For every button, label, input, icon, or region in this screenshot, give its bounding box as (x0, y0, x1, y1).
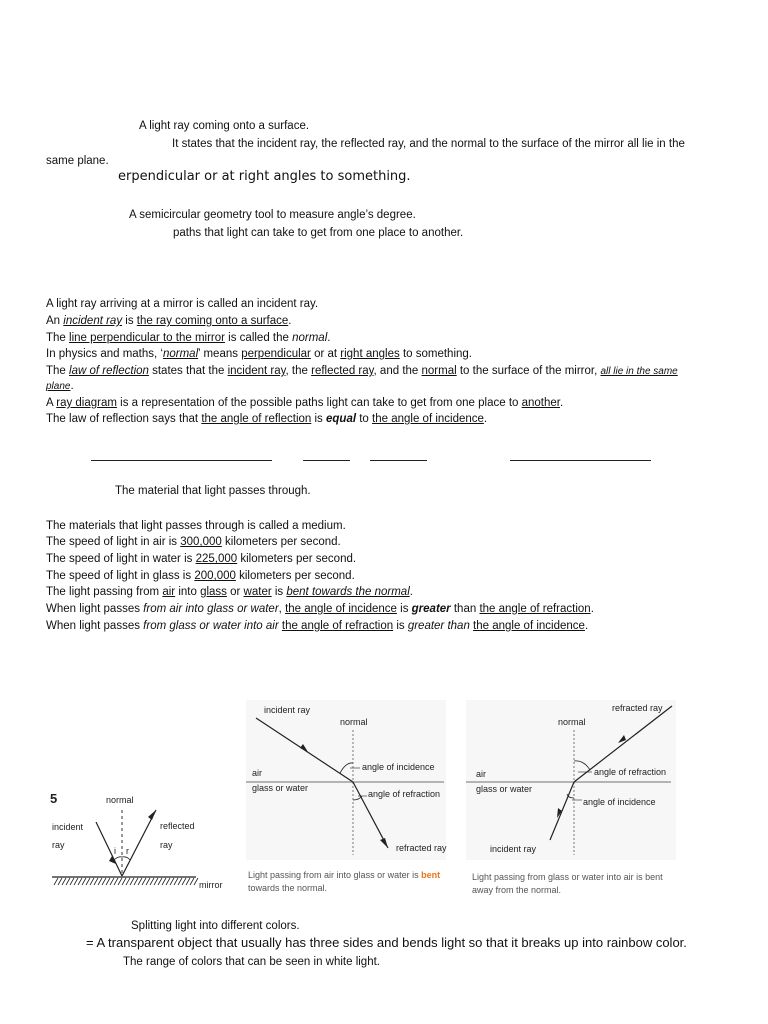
hatch-mark (166, 878, 170, 885)
caption-line-2: away from the normal. (472, 885, 562, 895)
notes1-line2: An incident ray is the ray coming onto a surface. (46, 315, 292, 327)
label-air: air (476, 769, 487, 779)
label-glass: glass or water (252, 783, 309, 793)
label-i: i (114, 846, 116, 856)
hatch-mark (62, 878, 66, 885)
label-r: r (126, 846, 129, 856)
hatch-mark (142, 878, 146, 885)
diagram-number: 5 (50, 791, 58, 806)
hatch-mark (174, 878, 178, 885)
angle-i-arc (114, 857, 122, 860)
hatch-mark (106, 878, 110, 885)
notes1-line5-cont: plane. (46, 380, 74, 392)
label-incident-ray: incident ray (490, 844, 537, 854)
hatch-mark (134, 878, 138, 885)
def-prism: = A transparent object that usually has three sides and bends light so that it breaks up into rainbow color. (86, 935, 687, 950)
hatch-mark (190, 878, 194, 885)
refraction-diagram-air-to-glass (246, 700, 451, 898)
mirror-hatching (54, 878, 198, 885)
hatch-mark (182, 878, 186, 885)
blank-line-4[interactable] (510, 460, 651, 461)
blank-line-2[interactable] (303, 460, 350, 461)
hatch-mark (122, 878, 126, 885)
label-glass: glass or water (476, 784, 533, 794)
label-incident-1: incident (52, 822, 84, 832)
hatch-mark (70, 878, 74, 885)
hatch-mark (138, 878, 142, 885)
hatch-mark (98, 878, 102, 885)
notes2-line3: The speed of light in water is 225,000 kilometers per second. (46, 553, 357, 565)
notes1-line1: A light ray arriving at a mirror is called an incident ray. (46, 298, 319, 310)
notes2-line4: The speed of light in glass is 200,000 kilometers per second. (46, 570, 355, 582)
label-reflected-2: ray (160, 840, 173, 850)
hatch-mark (126, 878, 130, 885)
label-mirror: mirror (199, 880, 223, 890)
notes1-line3: The line perpendicular to the mirror is called the normal. (46, 332, 331, 344)
hatch-mark (66, 878, 70, 885)
notes1-line7: The law of reflection says that the angle of reflection is equal to the angle of incidence. (46, 413, 488, 425)
notes2-line6: When light passes from air into glass or water, the angle of incidence is greater than the angle of refraction. (46, 603, 594, 615)
notes1-line4: In physics and maths, ‘normal’ means perpendicular or at right angles to something. (46, 348, 472, 360)
hatch-mark (110, 878, 114, 885)
notes2-line5: The light passing from air into glass or water is bent towards the normal. (46, 586, 413, 598)
hatch-mark (150, 878, 154, 885)
incident-ray-line (96, 822, 122, 876)
hatch-mark (154, 878, 158, 885)
def-protractor: A semicircular geometry tool to measure angle’s degree. (129, 209, 416, 221)
caption-line-1: Light passing from glass or water into air is bent (472, 872, 663, 882)
label-angle-refraction: angle of refraction (368, 789, 441, 799)
notes2-line7: When light passes from glass or water into air the angle of refraction is greater than the angle of incidence. (46, 620, 589, 632)
label-refracted-ray: refracted ray (396, 843, 447, 853)
caption-line-2: towards the normal. (248, 883, 328, 893)
hatch-mark (170, 878, 174, 885)
refraction-diagram-glass-to-air (466, 700, 681, 898)
label-normal: normal (340, 717, 368, 727)
reflected-ray-line (122, 810, 156, 876)
hatch-mark (86, 878, 90, 885)
hatch-mark (94, 878, 98, 885)
notes1-line5: The law of reflection states that the incident ray, the reflected ray, and the normal to the surface of the mirror, all lie in the same (46, 365, 678, 377)
hatch-mark (194, 878, 198, 885)
hatch-mark (54, 878, 58, 885)
label-incident-2: ray (52, 840, 65, 850)
notes2-line2: The speed of light in air is 300,000 kilometers per second. (46, 536, 341, 548)
hatch-mark (158, 878, 162, 885)
caption-line-1: Light passing from air into glass or water is bent (248, 870, 441, 880)
def-medium: The material that light passes through. (115, 485, 311, 497)
notes1-line6: A ray diagram is a representation of the possible paths light can take to get from one place to another. (46, 397, 564, 409)
label-reflected-1: reflected (160, 821, 195, 831)
blank-line-1[interactable] (91, 460, 272, 461)
hatch-mark (74, 878, 78, 885)
blank-line-3[interactable] (370, 460, 427, 461)
hatch-mark (58, 878, 62, 885)
reflection-diagram (44, 782, 234, 894)
notes2-line1: The materials that light passes through is called a medium. (46, 520, 346, 532)
hatch-mark (118, 878, 122, 885)
reflected-arrow (148, 810, 156, 820)
hatch-mark (90, 878, 94, 885)
label-incident-ray: incident ray (264, 705, 311, 715)
angle-r-arc (122, 857, 130, 860)
def-spectrum: The range of colors that can be seen in white light. (123, 956, 380, 968)
def-law-reflection-1: It states that the incident ray, the reflected ray, and the normal to the surface of the mirror all lie in the (172, 138, 685, 150)
label-angle-refraction: angle of refraction (594, 767, 667, 777)
label-angle-incidence: angle of incidence (362, 762, 435, 772)
label-refracted-ray: refracted ray (612, 703, 663, 713)
def-law-reflection-2: same plane. (46, 155, 109, 167)
label-normal: normal (558, 717, 586, 727)
def-incident-ray: A light ray coming onto a surface. (139, 120, 310, 132)
hatch-mark (102, 878, 106, 885)
hatch-mark (162, 878, 166, 885)
def-normal: erpendicular or at right angles to something. (118, 169, 411, 184)
hatch-mark (130, 878, 134, 885)
hatch-mark (114, 878, 118, 885)
def-ray-diagram: paths that light can take to get from one place to another. (173, 227, 464, 239)
label-air: air (252, 768, 263, 778)
label-normal: normal (106, 795, 134, 805)
label-angle-incidence: angle of incidence (583, 797, 656, 807)
hatch-mark (78, 878, 82, 885)
hatch-mark (146, 878, 150, 885)
def-dispersion: Splitting light into different colors. (131, 920, 300, 932)
hatch-mark (178, 878, 182, 885)
hatch-mark (82, 878, 86, 885)
hatch-mark (186, 878, 190, 885)
